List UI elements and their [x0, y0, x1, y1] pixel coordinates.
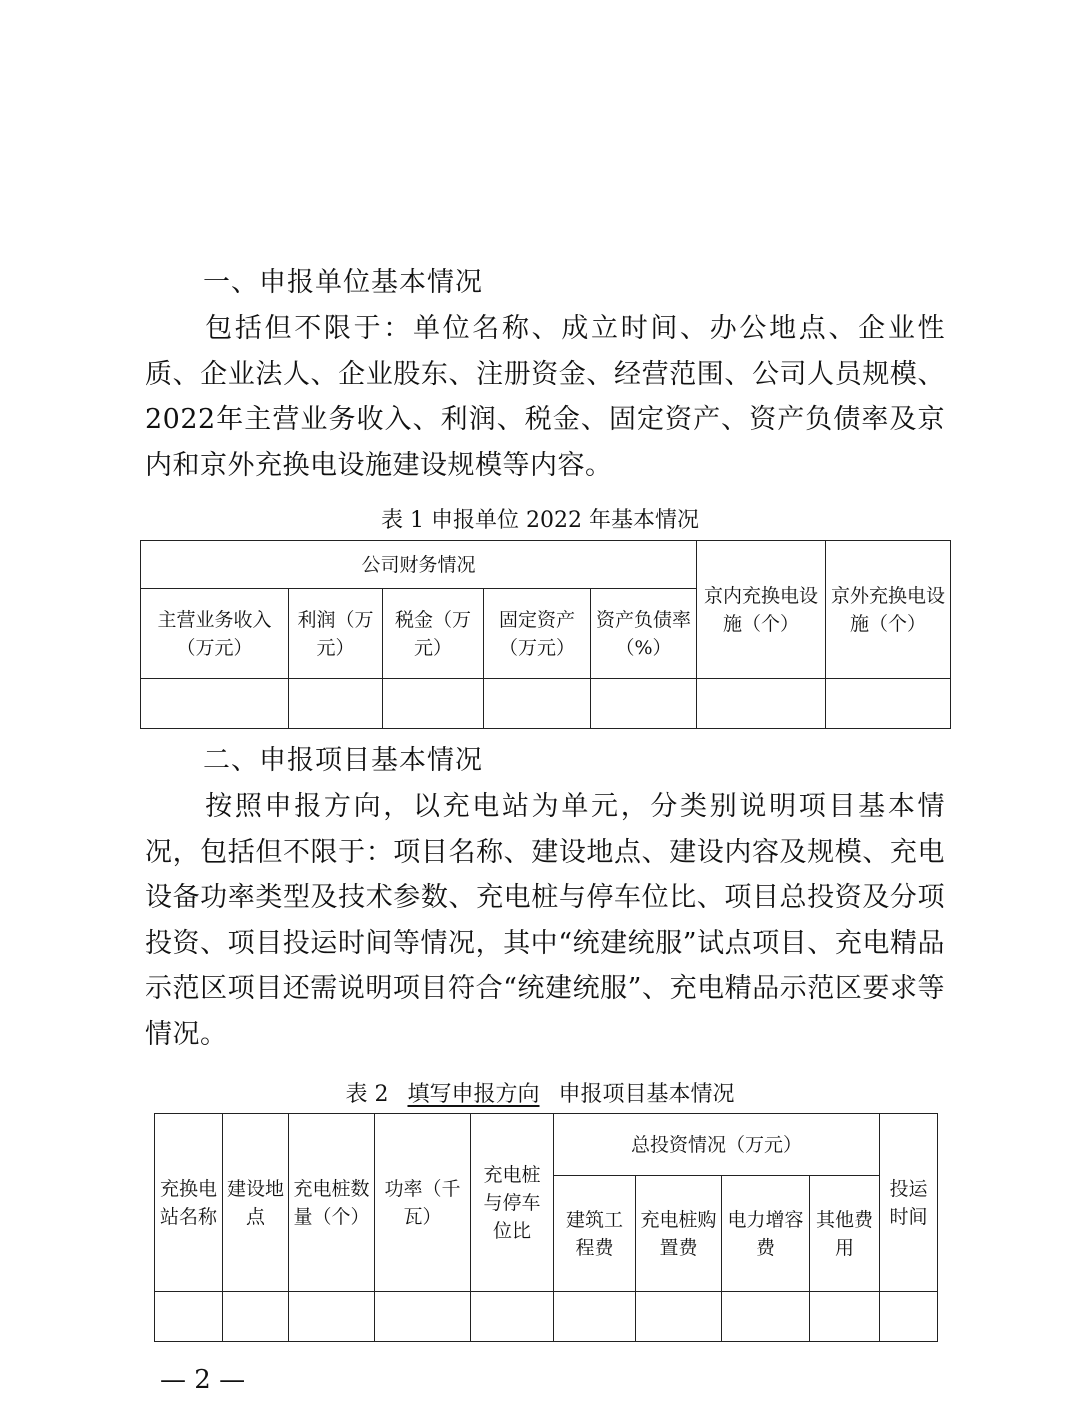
- section-1-body: 包括但不限于：单位名称、成立时间、办公地点、企业性质、企业法人、企业股东、注册资金、经营范围、公司人员规模、2022年主营业务收入、利润、税金、固定资产、资产负债率及京内和京外充换电设施建设规模等内容。: [145, 313, 945, 481]
- table-cell[interactable]: [591, 679, 697, 729]
- table-cell[interactable]: [471, 1292, 554, 1342]
- table-cell[interactable]: [722, 1292, 810, 1342]
- table-cell[interactable]: [289, 679, 383, 729]
- table-2-caption: 表 2 填写申报方向 申报项目基本情况: [345, 1082, 735, 1107]
- table-cell[interactable]: [636, 1292, 722, 1342]
- table-2-col-construction: 建筑工程费: [554, 1176, 636, 1292]
- table-cell[interactable]: [554, 1292, 636, 1342]
- table-1-col-tax: 税金（万元）: [383, 589, 484, 679]
- table-2-col-station: 充换电站名称: [155, 1114, 223, 1292]
- table-cell[interactable]: [375, 1292, 471, 1342]
- table-cell[interactable]: [155, 1292, 223, 1342]
- table-cell[interactable]: [484, 679, 591, 729]
- table-cell[interactable]: [697, 679, 826, 729]
- section-2-heading: 二、申报项目基本情况: [203, 745, 483, 776]
- table-1-blank-row: [141, 679, 951, 729]
- table-2-col-pile-count: 充电桩数量（个）: [289, 1114, 375, 1292]
- table-2-col-ratio: 充电桩与停车位比: [471, 1114, 554, 1292]
- table-cell[interactable]: [383, 679, 484, 729]
- table-1-caption: 表 1 申报单位 2022 年基本情况: [381, 508, 699, 533]
- table-2-col-location: 建设地点: [223, 1114, 289, 1292]
- table-1-col-debt: 资产负债率（%）: [591, 589, 697, 679]
- table-cell[interactable]: [289, 1292, 375, 1342]
- table-1-group-header: 公司财务情况: [141, 541, 697, 589]
- direction-blank: 填写申报方向: [407, 1082, 540, 1107]
- table-cell[interactable]: [141, 679, 289, 729]
- page-number: — 2 —: [160, 1365, 246, 1395]
- table-2-col-purchase: 充电桩购置费: [636, 1176, 722, 1292]
- table-2-col-operation: 投运时间: [880, 1114, 938, 1292]
- table-cell[interactable]: [223, 1292, 289, 1342]
- table-1-col-outside: 京外充换电设施（个）: [826, 541, 951, 679]
- table-1: [140, 540, 951, 729]
- table-1-col-revenue: 主营业务收入（万元）: [141, 589, 289, 679]
- table-cell[interactable]: [810, 1292, 880, 1342]
- table-cell[interactable]: [826, 679, 951, 729]
- table-2-col-capacity: 电力增容费: [722, 1176, 810, 1292]
- table-2-col-other: 其他费用: [810, 1176, 880, 1292]
- table-1-col-beijing: 京内充换电设施（个）: [697, 541, 826, 679]
- table-2-col-power: 功率（千瓦）: [375, 1114, 471, 1292]
- table-2-group-header: 总投资情况（万元）: [554, 1114, 880, 1176]
- table-2-blank-row: [155, 1292, 938, 1342]
- table-1-col-profit: 利润（万元）: [289, 589, 383, 679]
- table-2: [154, 1113, 938, 1342]
- table-1-col-assets: 固定资产（万元）: [484, 589, 591, 679]
- table-cell[interactable]: [880, 1292, 938, 1342]
- section-1-heading: 一、申报单位基本情况: [203, 267, 483, 298]
- section-2-body: 按照申报方向，以充电站为单元，分类别说明项目基本情况，包括但不限于：项目名称、建设地点、建设内容及规模、充电设备功率类型及技术参数、充电桩与停车位比、项目总投资及分项投资、项目投运时间等情况，其中“统建统服”试点项目、充电精品示范区项目还需说明项目符合“统建统服”、充电精品示范区要求等情况。: [145, 791, 945, 1050]
